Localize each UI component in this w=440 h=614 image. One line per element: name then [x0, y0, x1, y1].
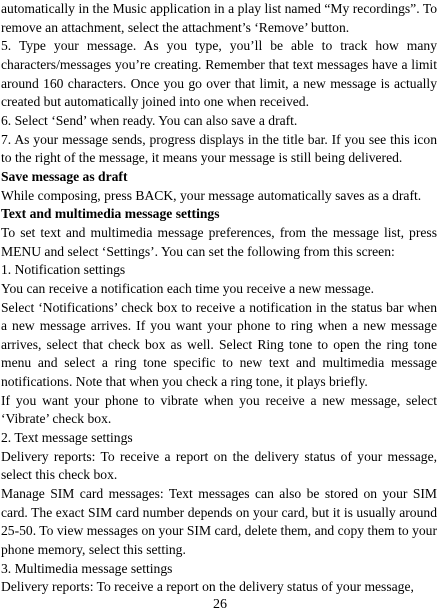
step-7-progress: 7. As your message sends, progress displays in the title bar. If you see this icon to the right of the message, it means your message is still being delivered.	[1, 131, 437, 166]
paragraph-notification-info: You can receive a notification each time you receive a new message.	[1, 280, 375, 296]
subheading-text-message-settings: 2. Text message settings	[1, 430, 133, 446]
paragraph-draft-info: While composing, press BACK, your message automatically saves as a draft.	[1, 187, 422, 203]
paragraph-delivery-reports-multimedia: Delivery reports: To receive a report on the delivery status of your message,	[1, 579, 414, 595]
heading-message-settings: Text and multimedia message settings	[1, 206, 220, 222]
paragraph-attachment-note: automatically in the Music application in a play list named “My recordings”. To remove an attachment, select the attachment’s ‘Remove’ button.	[1, 1, 437, 35]
heading-save-draft: Save message as draft	[1, 168, 128, 184]
subheading-multimedia-settings: 3. Multimedia message settings	[1, 560, 173, 576]
step-6-send: 6. Select ‘Send’ when ready. You can also save a draft.	[1, 112, 298, 128]
paragraph-vibrate: If you want your phone to vibrate when you receive a new message, select ‘Vibrate’ check box.	[1, 392, 437, 427]
paragraph-notifications-checkbox: Select ‘Notifications’ check box to receive a notification in the status bar when a new message arrives. If you want your phone to ring when a new message arrives, select that check box as well. Select Ring tone to open the ring tone menu and select a ring tone specific to new text and multimedia message notifications. Note that when you check a ring tone, it plays briefly.	[1, 299, 437, 390]
page-number: 26	[213, 597, 227, 612]
step-5-type-message: 5. Type your message. As you type, you’ll be able to track how many characters/messages you’re creating. Remember that text messages have a limit around 160 characters. Once you go over that limit, a new message is actually created but automatically joined into one when received.	[1, 38, 437, 110]
paragraph-sim-card-messages: Manage SIM card messages: Text messages can also be stored on your SIM card. The exact SIM card number depends on your card, but it is usually around 25-50. To view messages on your SIM card, delete them, and copy them to your phone memory, select this setting.	[1, 486, 437, 558]
subheading-notification-settings: 1. Notification settings	[1, 262, 126, 278]
paragraph-delivery-reports-text: Delivery reports: To receive a report on the delivery status of your message, select this check box.	[1, 448, 437, 483]
paragraph-settings-intro: To set text and multimedia message preferences, from the message list, press MENU and select ‘Settings’. You can set the following from this screen:	[1, 224, 437, 259]
